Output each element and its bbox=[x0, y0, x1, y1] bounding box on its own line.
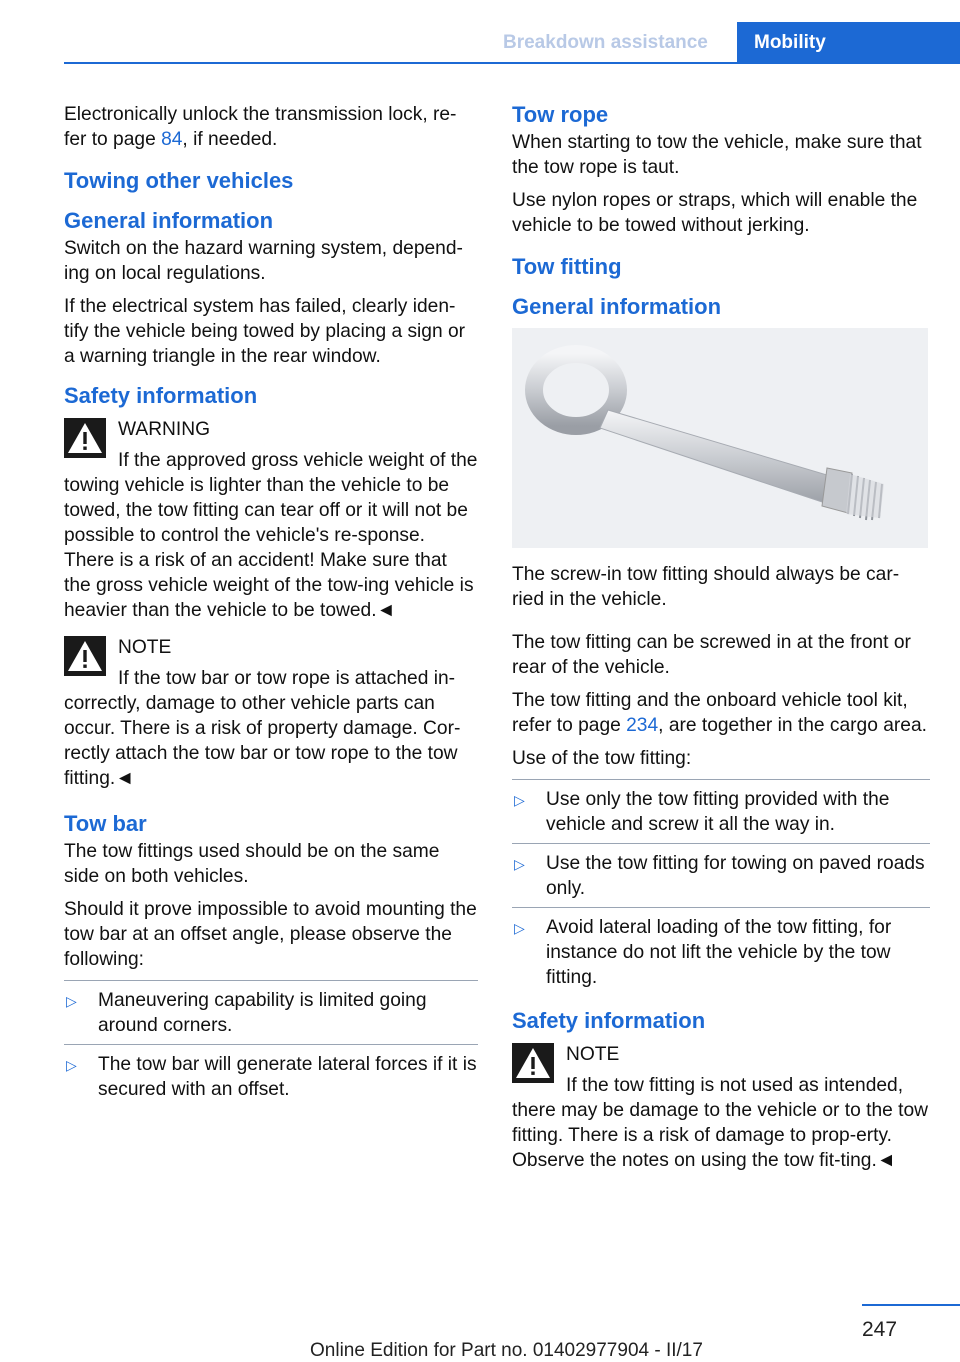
warning-box bbox=[64, 417, 478, 623]
paragraph-tool-kit bbox=[512, 688, 930, 738]
list-item bbox=[512, 843, 930, 907]
list-item bbox=[64, 980, 478, 1044]
paragraph-use-of-fitting: Use of the tow fitting: bbox=[512, 748, 692, 769]
fitting-bullet-list bbox=[512, 779, 930, 996]
heading-towing-other-vehicles: Towing other vehicles bbox=[64, 168, 294, 193]
list-item-text: Maneuvering capability is limited going around corners. bbox=[98, 990, 427, 1036]
heading-tow-bar: Tow bar bbox=[64, 811, 147, 836]
list-item-text: The tow bar will generate lateral forces if it is secured with an offset. bbox=[98, 1054, 477, 1100]
tow-fitting-illustration bbox=[512, 328, 928, 548]
intro-paragraph bbox=[64, 102, 478, 152]
list-item bbox=[512, 779, 930, 843]
list-item bbox=[512, 907, 930, 996]
list-item bbox=[64, 1044, 478, 1108]
heading-general-information: General information bbox=[512, 294, 722, 319]
header-rule bbox=[64, 62, 960, 64]
warning-triangle-icon bbox=[512, 1043, 554, 1083]
bullet-marker-icon: ▷ bbox=[66, 993, 77, 1009]
list-item-text: Avoid lateral loading of the tow fitting, for instance do not lift the vehicle by the tow fitting. bbox=[546, 917, 892, 988]
tow-fitting-image bbox=[512, 328, 928, 548]
towbar-bullet-list bbox=[64, 980, 478, 1108]
heading-tow-fitting: Tow fitting bbox=[512, 254, 622, 279]
heading-safety-information: Safety information bbox=[512, 1008, 706, 1033]
bullet-marker-icon: ▷ bbox=[514, 792, 525, 808]
list-item-text: Use only the tow fitting provided with the vehicle and screw it all the way in. bbox=[546, 789, 890, 835]
warning-triangle-icon bbox=[64, 418, 106, 458]
note-label: NOTE bbox=[118, 637, 172, 658]
paragraph-front-rear: The tow fitting can be screwed in at the front or rear of the vehicle. bbox=[512, 632, 911, 678]
heading-general-information: General information bbox=[64, 208, 274, 233]
paragraph-towbar-1: The tow fittings used should be on the same side on both vehicles. bbox=[64, 841, 440, 887]
bullet-marker-icon: ▷ bbox=[514, 856, 525, 872]
warning-text: If the approved gross vehicle weight of the towing vehicle is lighter than the vehicle to be towed, the tow fitting can tear off or it will not be possible to control the vehicle's re‐sponse. There is a risk of an accident! Make sure that the gross vehicle weight of the tow‐ing vehicle is heavier than the vehicle to be towed.◄ bbox=[64, 450, 478, 621]
page-link-234[interactable]: 234 bbox=[626, 715, 659, 736]
paragraph-hazard: Switch on the hazard warning system, depend‐ing on local regulations. bbox=[64, 238, 463, 284]
heading-tow-rope: Tow rope bbox=[512, 102, 609, 127]
page-number: 247 bbox=[862, 1318, 898, 1341]
intro-text: Electronically unlock the transmission lock, re‐fer to page bbox=[64, 104, 457, 150]
intro-text-end: , if needed. bbox=[182, 129, 278, 150]
warning-label: WARNING bbox=[118, 419, 211, 440]
note-box bbox=[64, 635, 478, 791]
paragraph-towbar-2: Should it prove impossible to avoid mounting the tow bar at an offset angle, please observe the following: bbox=[64, 899, 477, 970]
footer-rule bbox=[862, 1304, 960, 1306]
header-chapter-tab: Mobility bbox=[737, 22, 960, 62]
note-box bbox=[512, 1042, 930, 1173]
paragraph-rope-1: When starting to tow the vehicle, make sure that the tow rope is taut. bbox=[512, 132, 922, 178]
note-label: NOTE bbox=[566, 1044, 620, 1065]
tool-kit-text-end: , are together in the cargo area. bbox=[658, 715, 927, 736]
footer-edition: Online Edition for Part no. 01402977904 - II/17 bbox=[310, 1340, 703, 1361]
paragraph-electrical: If the electrical system has failed, clearly iden‐tify the vehicle being towed by placing a sign or a warning triangle in the rear window. bbox=[64, 296, 466, 367]
warning-triangle-icon bbox=[64, 636, 106, 676]
paragraph-rope-2: Use nylon ropes or straps, which will enable the vehicle to be towed without jerking. bbox=[512, 190, 918, 236]
list-item-text: Use the tow fitting for towing on paved roads only. bbox=[546, 853, 925, 899]
heading-safety-information: Safety information bbox=[64, 383, 258, 408]
bullet-marker-icon: ▷ bbox=[66, 1057, 77, 1073]
right-column bbox=[512, 102, 930, 1185]
page-link-84[interactable]: 84 bbox=[161, 129, 183, 150]
note-text: If the tow bar or tow rope is attached in‐correctly, damage to other vehicle parts can occur. There is a risk of property damage. Cor‐rectly attach the tow bar or tow rope to the tow fitting.◄ bbox=[64, 668, 461, 789]
bullet-marker-icon: ▷ bbox=[514, 920, 525, 936]
paragraph-figure-caption: The screw-in tow fitting should always be car‐ried in the vehicle. bbox=[512, 564, 900, 610]
left-column bbox=[64, 102, 478, 1116]
note-text: If the tow fitting is not used as intended, there may be damage to the vehicle or to the tow fitting. There is a risk of damage to prop‐erty. Observe the notes on using the tow fit‐ting.◄ bbox=[512, 1075, 928, 1171]
header-section-label: Breakdown assistance bbox=[503, 32, 708, 53]
tool-kit-text: The tow fitting and the onboard vehicle tool kit, refer to page bbox=[512, 690, 908, 736]
